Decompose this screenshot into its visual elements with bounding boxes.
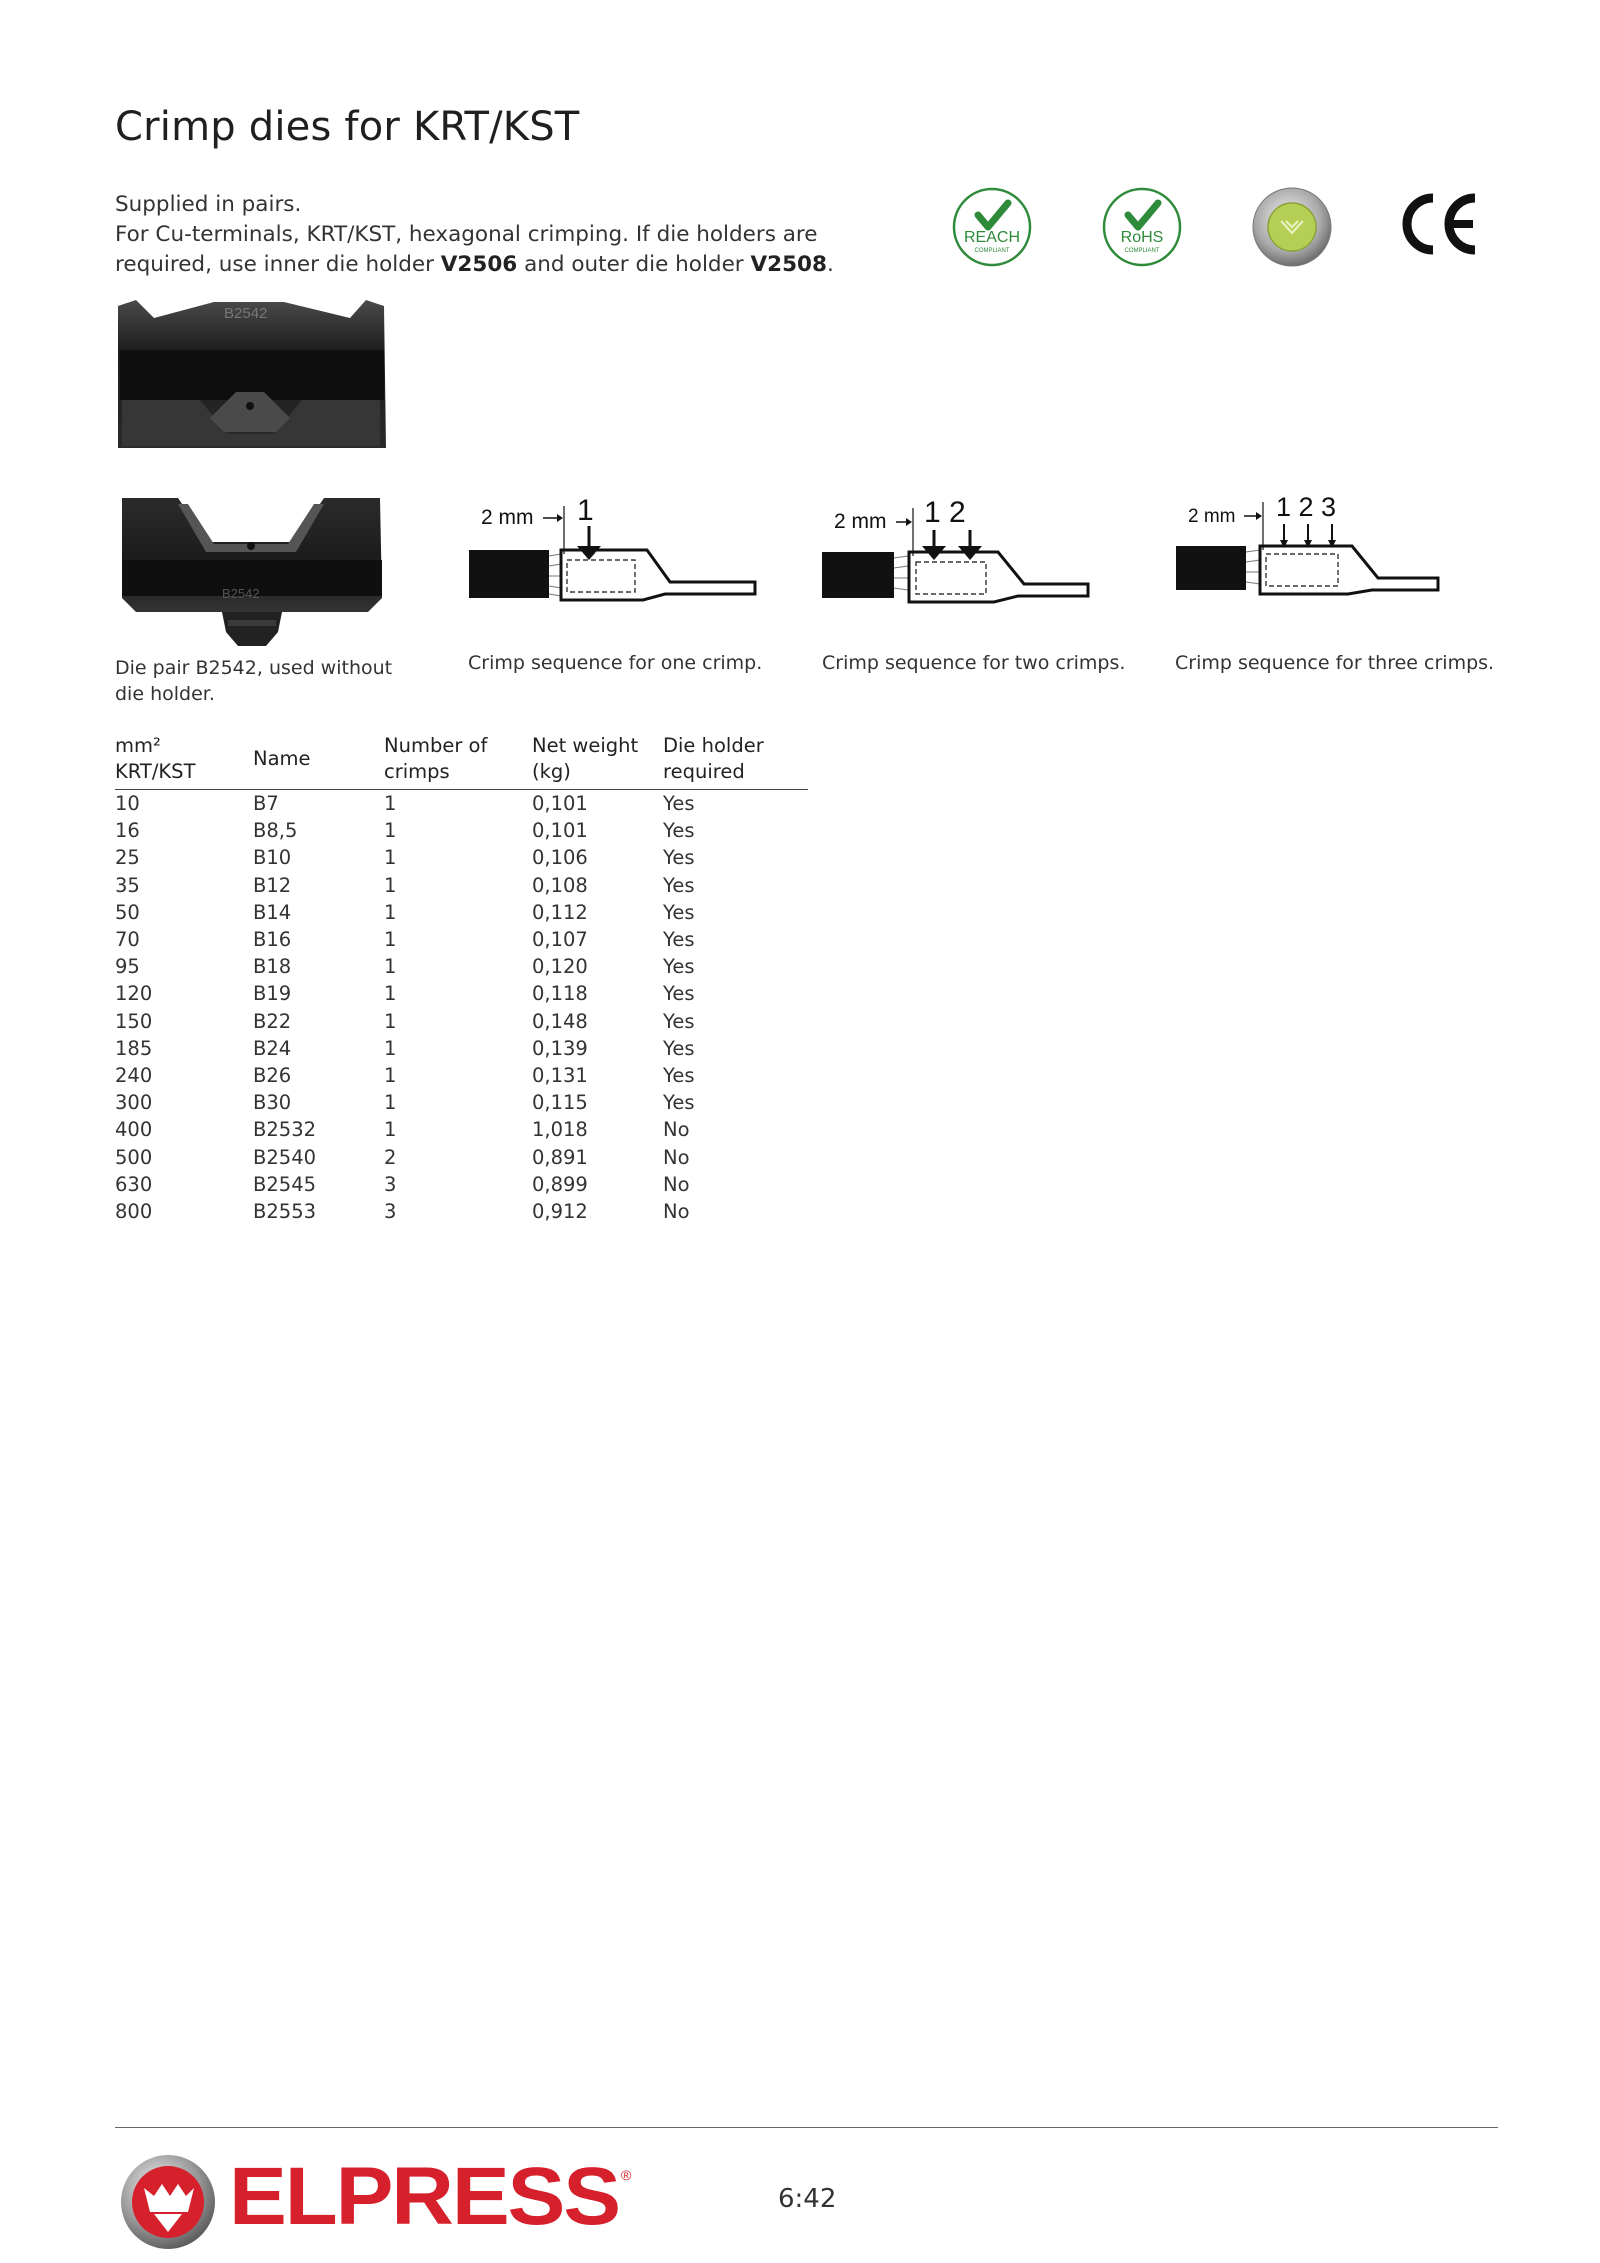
diagram-1-dimension: 2 mm bbox=[481, 506, 534, 529]
header-line: KRT/KST bbox=[115, 760, 196, 783]
cell-weight: 0,118 bbox=[532, 982, 588, 1006]
intro-line-1: Supplied in pairs. bbox=[115, 192, 302, 217]
table-row bbox=[115, 1144, 808, 1171]
cell-die-holder: No bbox=[663, 1145, 690, 1169]
cell-crimps: 1 bbox=[384, 982, 397, 1006]
cell-crimps: 1 bbox=[384, 955, 397, 979]
intro-text-segment: . bbox=[826, 252, 834, 277]
cell-size: 120 bbox=[115, 982, 153, 1006]
diagram-3-dimension: 2 mm bbox=[1188, 506, 1236, 527]
cell-weight: 0,106 bbox=[532, 846, 588, 870]
cell-name: B2553 bbox=[253, 1200, 317, 1224]
reach-icon bbox=[950, 185, 1034, 269]
cell-crimps: 1 bbox=[384, 900, 397, 924]
crimp-sequence-two-diagram bbox=[818, 492, 1118, 620]
cell-die-holder: Yes bbox=[663, 1009, 695, 1033]
cell-weight: 0,107 bbox=[532, 928, 588, 952]
inner-die-holder-code: V2506 bbox=[440, 252, 518, 277]
cell-name: B16 bbox=[253, 928, 292, 952]
table-row bbox=[115, 1035, 808, 1062]
certification-seal-icon bbox=[1250, 185, 1334, 269]
table-row bbox=[115, 1116, 808, 1143]
cell-weight: 0,115 bbox=[532, 1091, 588, 1115]
crimp-sequence-three-diagram bbox=[1172, 486, 1472, 614]
diagram-1-numbers: 1 bbox=[577, 494, 594, 527]
cell-die-holder: Yes bbox=[663, 846, 695, 870]
cell-size: 95 bbox=[115, 955, 140, 979]
cell-die-holder: No bbox=[663, 1172, 690, 1196]
cell-size: 50 bbox=[115, 900, 140, 924]
die-photo-caption: Die pair B2542, used without die holder. bbox=[115, 657, 393, 705]
table-row bbox=[115, 872, 808, 899]
table-row bbox=[115, 899, 808, 926]
die-specification-table bbox=[115, 733, 808, 1225]
cell-die-holder: Yes bbox=[663, 873, 695, 897]
die-marking-top: B2542 bbox=[224, 305, 268, 322]
header-line: Die holder bbox=[663, 734, 764, 757]
table-row bbox=[115, 817, 808, 844]
table-row bbox=[115, 926, 808, 953]
cell-crimps: 1 bbox=[384, 1064, 397, 1088]
cell-name: B10 bbox=[253, 846, 292, 870]
cell-crimps: 1 bbox=[384, 873, 397, 897]
cell-crimps: 3 bbox=[384, 1172, 397, 1196]
cell-die-holder: Yes bbox=[663, 819, 695, 843]
cell-crimps: 1 bbox=[384, 792, 397, 815]
footer-divider bbox=[115, 2127, 1498, 2128]
intro-text bbox=[115, 190, 835, 280]
header-line: Net weight bbox=[532, 734, 639, 757]
cell-crimps: 1 bbox=[384, 928, 397, 952]
cell-size: 185 bbox=[115, 1036, 153, 1060]
cell-crimps: 3 bbox=[384, 1200, 397, 1224]
col-header-crimps bbox=[384, 733, 532, 790]
intro-line-2 bbox=[115, 220, 835, 280]
cell-weight: 0,912 bbox=[532, 1200, 588, 1224]
cell-die-holder: No bbox=[663, 1200, 690, 1224]
cell-crimps: 1 bbox=[384, 1118, 397, 1142]
cell-name: B18 bbox=[253, 955, 292, 979]
outer-die-holder-code: V2508 bbox=[750, 252, 827, 277]
cell-name: B2532 bbox=[253, 1118, 317, 1142]
diagram-3-numbers: 1 2 3 bbox=[1276, 492, 1337, 522]
cell-name: B8,5 bbox=[253, 819, 298, 843]
cell-name: B2540 bbox=[253, 1145, 317, 1169]
cell-weight: 0,148 bbox=[532, 1009, 588, 1033]
cell-weight: 0,891 bbox=[532, 1145, 588, 1169]
page-title: Crimp dies for KRT/KST bbox=[115, 104, 580, 150]
cell-name: B19 bbox=[253, 982, 292, 1006]
upper-die-photo bbox=[114, 298, 390, 454]
cell-size: 500 bbox=[115, 1145, 153, 1169]
col-header-size bbox=[115, 733, 253, 790]
header-line: mm² bbox=[115, 734, 161, 757]
lower-die-photo bbox=[118, 494, 386, 650]
page-number: 6:42 bbox=[778, 2184, 837, 2214]
cell-crimps: 1 bbox=[384, 1009, 397, 1033]
cell-size: 150 bbox=[115, 1009, 153, 1033]
header-line: required bbox=[663, 760, 745, 783]
cell-name: B12 bbox=[253, 873, 292, 897]
table-row bbox=[115, 1089, 808, 1116]
table-row bbox=[115, 1198, 808, 1225]
table-row bbox=[115, 790, 808, 818]
cell-die-holder: Yes bbox=[663, 900, 695, 924]
header-line: crimps bbox=[384, 760, 450, 783]
cell-size: 10 bbox=[115, 792, 140, 815]
cell-size: 630 bbox=[115, 1172, 153, 1196]
cell-size: 25 bbox=[115, 846, 140, 870]
brand-wordmark: ELPRESS bbox=[229, 2158, 619, 2234]
cell-size: 800 bbox=[115, 1200, 153, 1224]
col-header-name bbox=[253, 733, 384, 790]
cell-weight: 0,101 bbox=[532, 819, 588, 843]
rohs-label: RoHS bbox=[1120, 229, 1164, 246]
table-row bbox=[115, 1008, 808, 1035]
cell-weight: 0,112 bbox=[532, 900, 588, 924]
cell-die-holder: Yes bbox=[663, 792, 695, 815]
cell-weight: 0,120 bbox=[532, 955, 588, 979]
cell-die-holder: Yes bbox=[663, 982, 695, 1006]
cell-die-holder: No bbox=[663, 1118, 690, 1142]
cell-size: 70 bbox=[115, 928, 140, 952]
ce-mark-icon bbox=[1395, 188, 1481, 260]
cell-weight: 0,131 bbox=[532, 1064, 588, 1088]
elpress-logo bbox=[225, 2158, 635, 2234]
header-line: (kg) bbox=[532, 760, 571, 783]
reach-sublabel: COMPLIANT bbox=[974, 248, 1010, 254]
header-line: Name bbox=[253, 747, 311, 770]
elpress-emblem-icon bbox=[118, 2152, 218, 2252]
rohs-sublabel: COMPLIANT bbox=[1124, 248, 1160, 254]
cell-die-holder: Yes bbox=[663, 1064, 695, 1088]
table-row bbox=[115, 1062, 808, 1089]
reach-label: REACH bbox=[963, 229, 1021, 246]
table-body bbox=[115, 790, 808, 1226]
cell-weight: 0,139 bbox=[532, 1036, 588, 1060]
cell-die-holder: Yes bbox=[663, 1091, 695, 1115]
cell-crimps: 1 bbox=[384, 1036, 397, 1060]
table-row bbox=[115, 844, 808, 871]
diagram-2-dimension: 2 mm bbox=[834, 510, 887, 533]
cell-weight: 0,899 bbox=[532, 1172, 588, 1196]
cell-name: B7 bbox=[253, 792, 279, 815]
cell-name: B14 bbox=[253, 900, 292, 924]
cell-die-holder: Yes bbox=[663, 1036, 695, 1060]
cell-weight: 0,108 bbox=[532, 873, 588, 897]
cell-crimps: 2 bbox=[384, 1145, 397, 1169]
table-row bbox=[115, 953, 808, 980]
col-header-weight bbox=[532, 733, 663, 790]
cell-name: B26 bbox=[253, 1064, 292, 1088]
cell-crimps: 1 bbox=[384, 819, 397, 843]
die-marking-bottom: B2542 bbox=[222, 586, 260, 601]
diagram-2-numbers: 1 2 bbox=[924, 496, 966, 529]
table-row bbox=[115, 980, 808, 1007]
cell-size: 16 bbox=[115, 819, 140, 843]
cell-crimps: 1 bbox=[384, 846, 397, 870]
diagram-2-caption: Crimp sequence for two crimps. bbox=[822, 652, 1126, 674]
cell-die-holder: Yes bbox=[663, 928, 695, 952]
cell-size: 300 bbox=[115, 1091, 153, 1115]
intro-text-segment: For Cu-terminals, KRT/KST, hexagonal crimping. If die holders are required, use inner die holder bbox=[115, 222, 818, 277]
cell-name: B30 bbox=[253, 1091, 292, 1115]
diagram-1-caption: Crimp sequence for one crimp. bbox=[468, 652, 763, 674]
table-header-row bbox=[115, 733, 808, 790]
table-row bbox=[115, 1171, 808, 1198]
cell-weight: 1,018 bbox=[532, 1118, 588, 1142]
crimp-sequence-one-diagram bbox=[465, 490, 765, 618]
cell-name: B24 bbox=[253, 1036, 292, 1060]
diagram-3-caption: Crimp sequence for three crimps. bbox=[1175, 652, 1495, 674]
cell-size: 400 bbox=[115, 1118, 153, 1142]
rohs-icon bbox=[1100, 185, 1184, 269]
intro-text-segment: and outer die holder bbox=[517, 252, 751, 277]
cell-name: B2545 bbox=[253, 1172, 317, 1196]
cell-die-holder: Yes bbox=[663, 955, 695, 979]
cell-crimps: 1 bbox=[384, 1091, 397, 1115]
cell-name: B22 bbox=[253, 1009, 292, 1033]
header-line: Number of bbox=[384, 734, 488, 757]
cell-size: 35 bbox=[115, 873, 140, 897]
col-header-die-holder bbox=[663, 733, 808, 790]
cell-size: 240 bbox=[115, 1064, 153, 1088]
cell-weight: 0,101 bbox=[532, 792, 588, 815]
registered-mark: ® bbox=[621, 2167, 632, 2183]
